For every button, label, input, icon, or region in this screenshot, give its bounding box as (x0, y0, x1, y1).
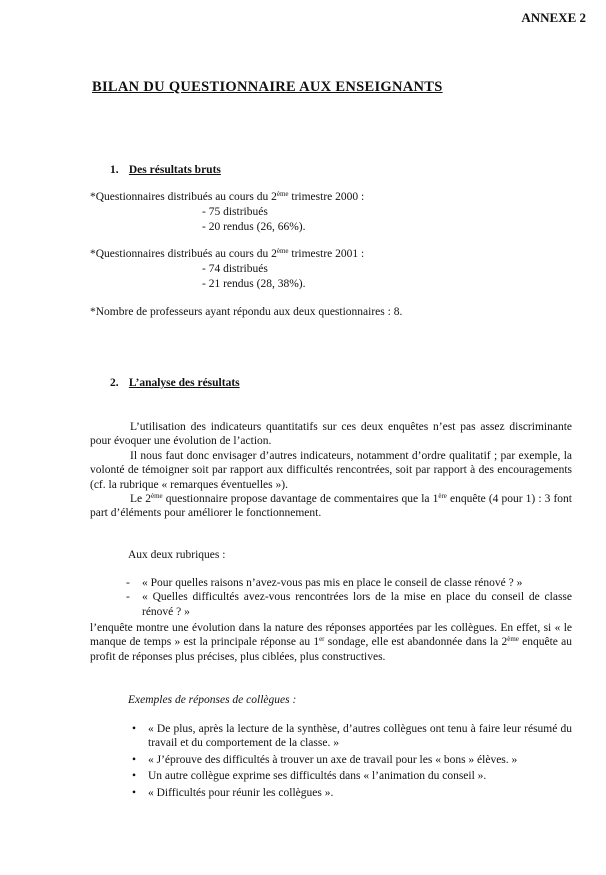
annexe-label: ANNEXE 2 (521, 10, 586, 25)
q2000-prefix: *Questionnaires distribués au cours du 2 (90, 191, 277, 203)
bullet-marker: • (132, 723, 137, 735)
list-item (128, 769, 572, 783)
dash-marker: - (126, 577, 130, 589)
q2001-distributed: - 74 distribués (202, 263, 268, 275)
p3-c: enquête (4 pour 1) : 3 font part d’éléments pour améliorer le fonctionnement. (90, 492, 572, 520)
examples-heading: Exemples de réponses de collègues : (128, 694, 297, 706)
q2000-sup: ème (276, 190, 289, 198)
section-1-number: 1. (110, 164, 119, 176)
paragraph-4 (90, 621, 572, 664)
list-item (128, 753, 572, 767)
bullet-marker: • (132, 770, 137, 783)
p4-sup2: ème (507, 635, 519, 644)
list-item-text: « De plus, après la lecture de la synthèse, d’autres collègues ont tenu à faire leur résumé du travail et du comportement de la classe. » (148, 723, 572, 750)
q2001-sup: ème (276, 247, 289, 255)
paragraph-1: L’utilisation des indicateurs quantitatifs sur ces deux enquêtes n’est pas assez discriminante pour évoquer une évolution de l’action. (90, 421, 572, 448)
questionnaire-2001-line (90, 247, 364, 261)
analysis-paragraphs (90, 420, 572, 521)
q2001-returned: - 21 rendus (28, 38%). (202, 278, 306, 290)
questionnaire-2000-line (90, 190, 364, 204)
bullet-marker: • (132, 753, 137, 766)
q2000-returned: - 20 rendus (26, 66%). (202, 221, 306, 233)
q2000-distributed: - 75 distribués (202, 206, 268, 218)
q2001-suffix: trimestre 2001 : (288, 248, 365, 260)
paragraph-3 (90, 492, 572, 521)
section-1-heading (110, 163, 221, 177)
p3-b: questionnaire propose davantage de commentaires que la 1 (162, 492, 439, 505)
list-item-text: « J’éprouve des difficultés à trouver un axe de travail pour les « bons » élèves. » (148, 753, 518, 766)
q2000-suffix: trimestre 2000 : (288, 191, 365, 203)
section-1-title: Des résultats bruts (128, 164, 221, 176)
p4-a: l’enquête montre une évolution dans la nature des réponses apportées par les collègues. En effet, si « le manque de temps » est la principale réponse au 1 (90, 622, 572, 649)
p4-c: enquête au profit de réponses plus précises, plus ciblées, plus constructives. (90, 636, 572, 663)
list-item (128, 576, 572, 590)
p3-a: Le 2 (130, 492, 151, 505)
p4-b: sondage, elle est abandonnée dans la 2 (324, 636, 508, 649)
list-item-text: « Quelles difficultés avez-vous rencontrées lors de la mise en place du conseil de classe rénové ? » (142, 591, 572, 618)
p4-sup1: er (319, 635, 325, 644)
bullet-marker: • (132, 786, 137, 799)
q2001-prefix: *Questionnaires distribués au cours du 2 (90, 248, 277, 260)
p3-sup1: ème (150, 491, 163, 500)
section-2-title: L’analyse des résultats (128, 377, 240, 389)
rubriques-intro: Aux deux rubriques : (128, 549, 226, 561)
list-item (128, 722, 572, 751)
list-item (128, 786, 572, 800)
section-2-heading (110, 376, 240, 390)
list-item-text: « Pour quelles raisons n’avez-vous pas mis en place le conseil de classe rénové ? » (142, 577, 523, 589)
list-item (128, 590, 572, 619)
page-title: BILAN DU QUESTIONNAIRE AUX ENSEIGNANTS (92, 79, 443, 95)
p3-sup2: ère (438, 491, 447, 500)
list-item-text: Un autre collègue exprime ses difficultés dans « l’animation du conseil ». (148, 770, 487, 783)
dash-marker: - (126, 591, 130, 604)
rubriques-list (128, 576, 572, 619)
paragraph-2: Il nous faut donc envisager d’autres indicateurs, notamment d’ordre qualitatif ; par exemple, la volonté de témoigner soit par rapport aux difficultés rencontrées, soit par rapport à des encouragements (cf. la rubrique « remarques éventuelles »). (90, 449, 572, 491)
examples-list (128, 722, 572, 802)
both-questionnaires-count: *Nombre de professeurs ayant répondu aux deux questionnaires : 8. (90, 306, 403, 318)
section-2-number: 2. (110, 377, 119, 389)
list-item-text: « Difficultés pour réunir les collègues ». (148, 786, 334, 799)
